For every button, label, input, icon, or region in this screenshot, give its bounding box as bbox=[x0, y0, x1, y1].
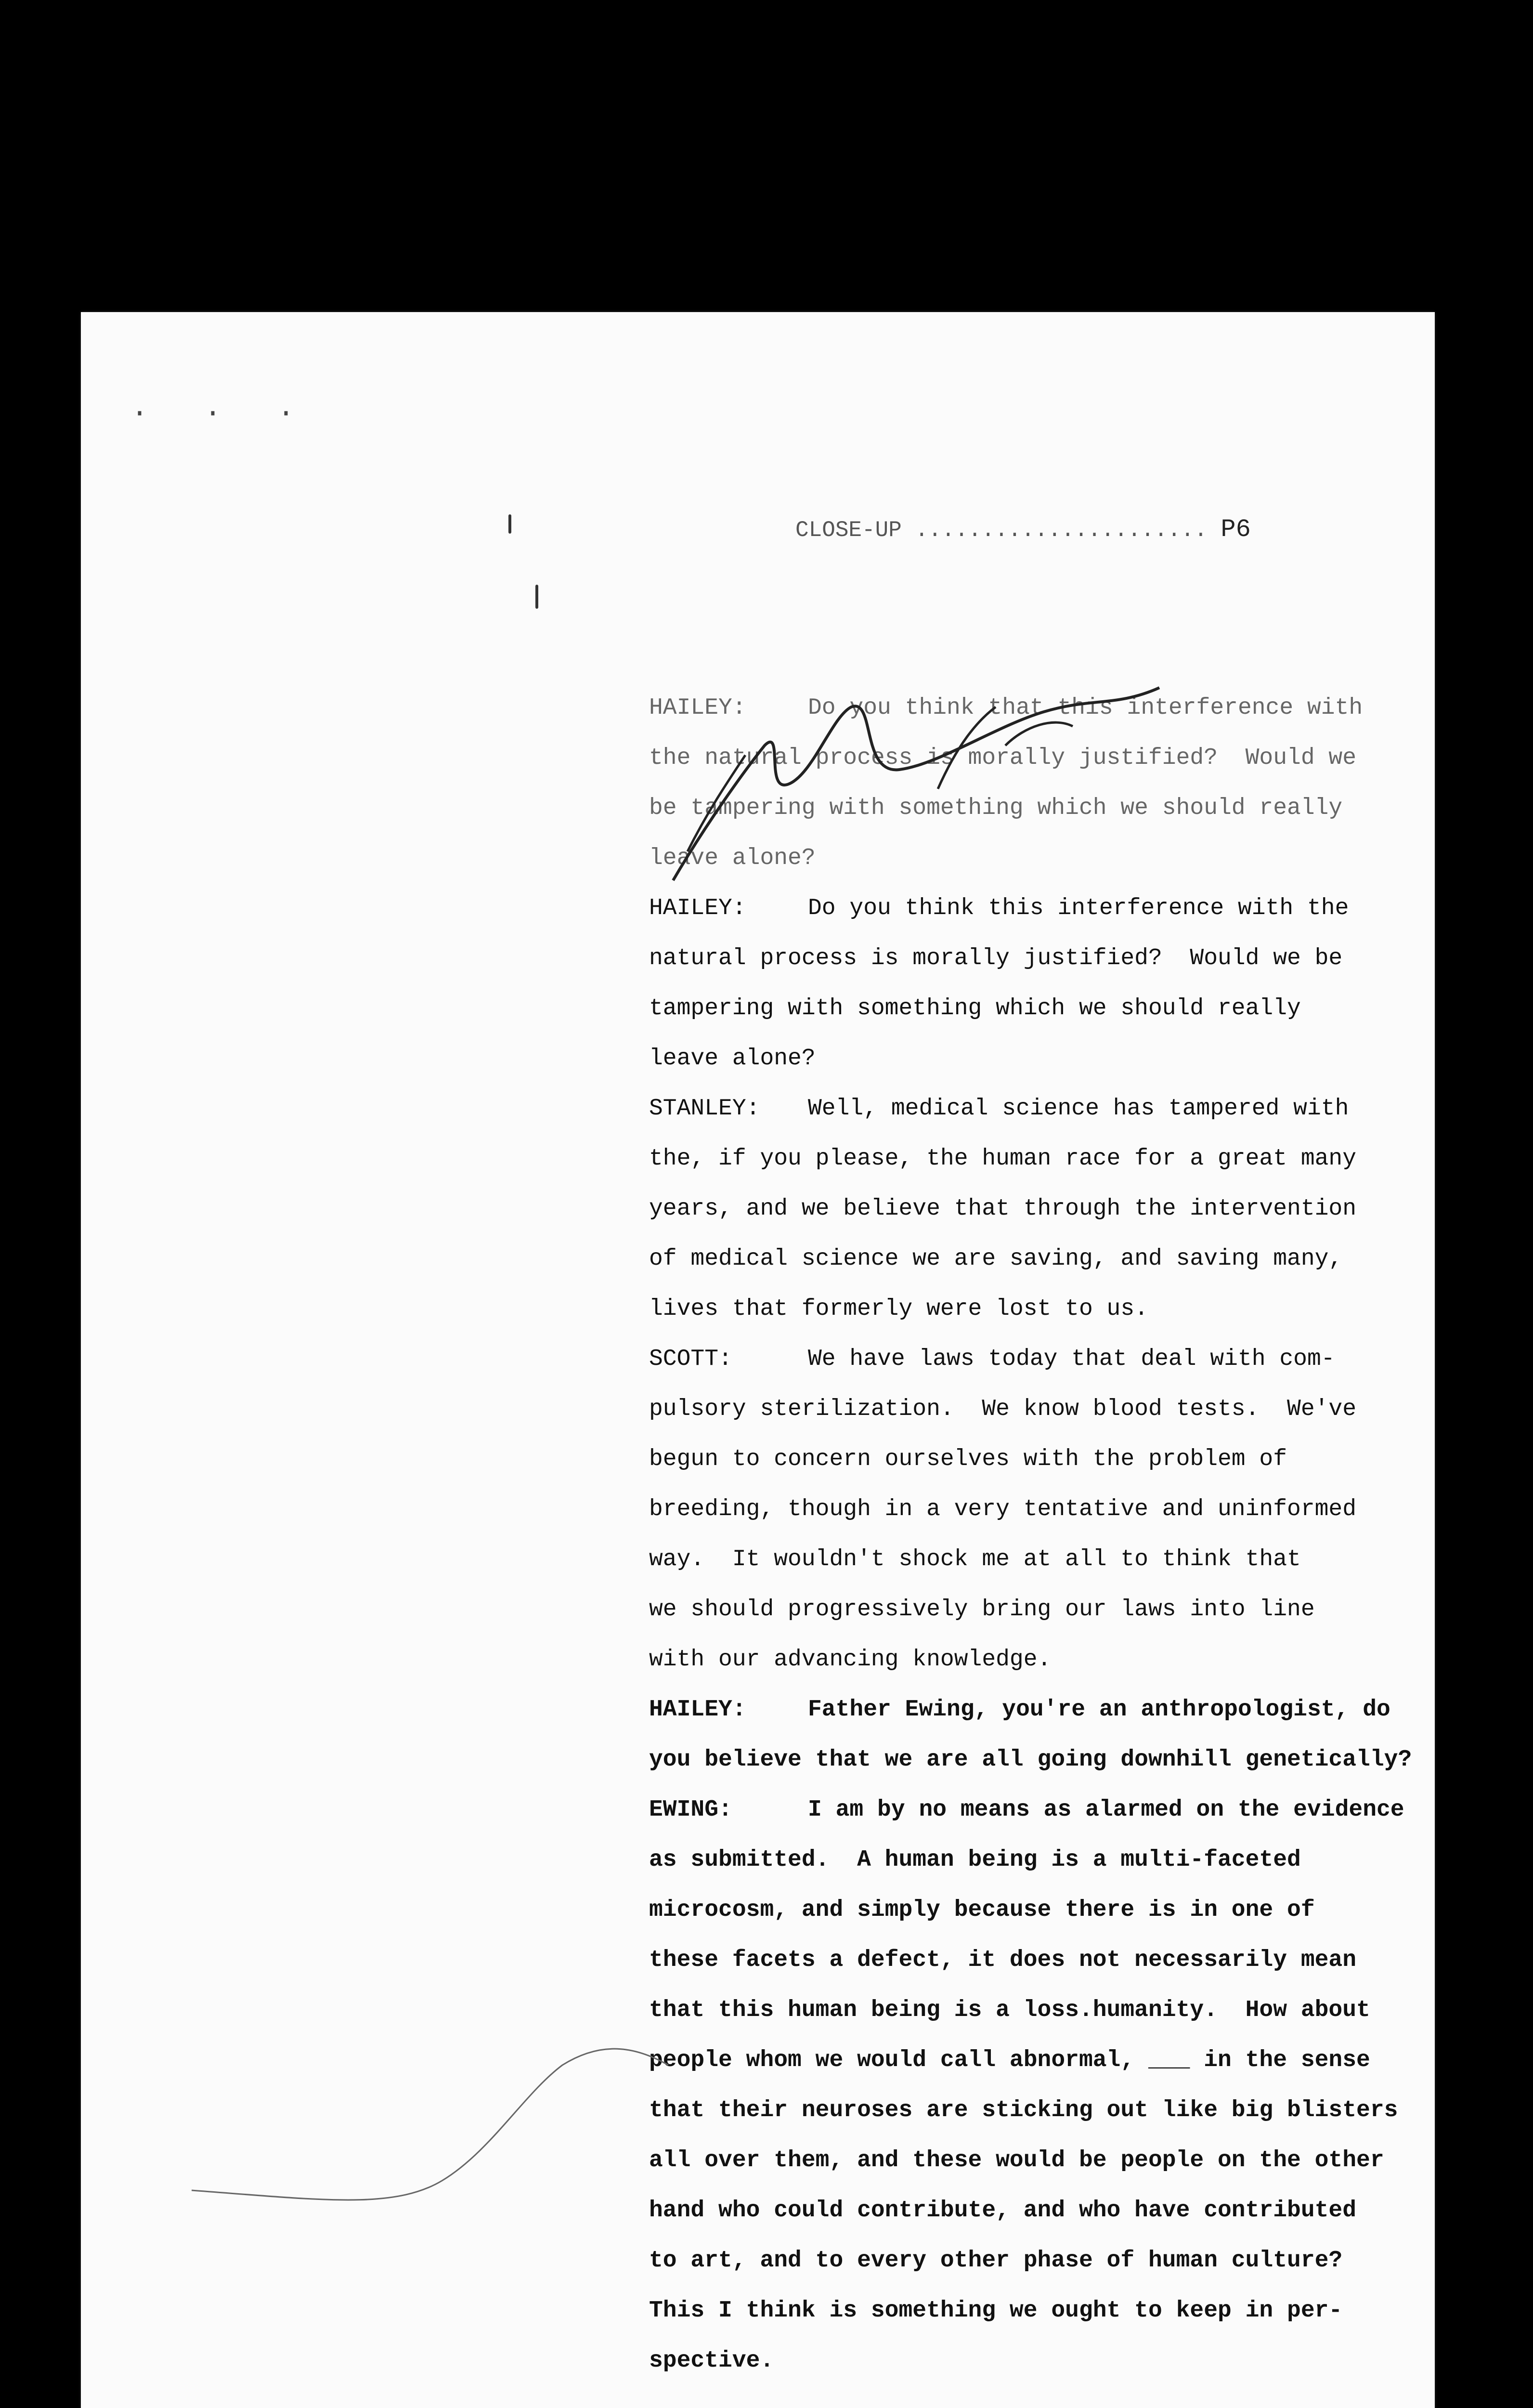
transcript-line bbox=[649, 1985, 1435, 2035]
document-page bbox=[81, 312, 1435, 2408]
line-text: breeding, though in a very tentative and uninformed bbox=[649, 1496, 1357, 1522]
line-text: This I think is something we ought to keep in per- bbox=[649, 2298, 1343, 2324]
line-text: that this human being is a loss.humanity. How about bbox=[649, 1997, 1370, 2023]
transcript-line bbox=[649, 1234, 1435, 1284]
transcript-line bbox=[649, 1785, 1435, 1835]
transcript-line bbox=[649, 1885, 1435, 1935]
transcript-line bbox=[649, 2286, 1435, 2336]
line-text: leave alone? bbox=[649, 1046, 816, 1072]
line-text: be tampering with something which we should really bbox=[649, 795, 1343, 821]
transcript-line bbox=[649, 1384, 1435, 1434]
pencil-line bbox=[192, 2049, 668, 2200]
transcript-line bbox=[649, 1534, 1435, 1584]
speaker-label: EWING: bbox=[649, 1797, 732, 1823]
line-text: Father Ewing, you're an anthropologist, do bbox=[808, 1697, 1390, 1723]
transcript-line bbox=[649, 1835, 1435, 1885]
line-text: with our advancing knowledge. bbox=[649, 1647, 1052, 1673]
transcript-line bbox=[649, 1084, 1435, 1134]
transcript-line bbox=[649, 1184, 1435, 1234]
transcript-line bbox=[649, 883, 1435, 933]
line-text: begun to concern ourselves with the problem of bbox=[649, 1446, 1287, 1472]
transcript-line bbox=[649, 1034, 1435, 1084]
line-text: spective. bbox=[649, 2348, 774, 2374]
transcript-line bbox=[649, 1334, 1435, 1384]
line-text: people whom we would call abnormal, ___ in the sense bbox=[649, 2047, 1370, 2073]
line-text: the, if you please, the human race for a great many bbox=[649, 1146, 1357, 1172]
page-number: P6 bbox=[1221, 515, 1251, 544]
transcript-line bbox=[649, 2336, 1435, 2386]
margin-mark bbox=[535, 585, 538, 609]
line-text: we should progressively bring our laws into line bbox=[649, 1597, 1315, 1623]
transcript-body bbox=[649, 683, 1435, 2386]
transcript-line bbox=[649, 1284, 1435, 1334]
line-text: hand who could contribute, and who have contributed bbox=[649, 2198, 1357, 2224]
speaker-label: SCOTT: bbox=[649, 1346, 732, 1372]
line-text: Do you think this interference with the bbox=[808, 895, 1349, 921]
transcript-line bbox=[649, 2236, 1435, 2286]
line-text: years, and we believe that through the intervention bbox=[649, 1196, 1357, 1222]
line-text: to art, and to every other phase of human culture? bbox=[649, 2248, 1343, 2274]
line-text: way. It wouldn't shock me at all to think that bbox=[649, 1546, 1301, 1572]
line-text: the natural process is morally justified? Would we bbox=[649, 745, 1357, 771]
line-text: lives that formerly were lost to us. bbox=[649, 1296, 1148, 1322]
transcript-line bbox=[649, 983, 1435, 1034]
speaker-label: HAILEY: bbox=[649, 895, 746, 921]
margin-mark bbox=[508, 514, 511, 534]
transcript-line bbox=[649, 1484, 1435, 1534]
transcript-line bbox=[649, 733, 1435, 783]
line-text: Well, medical science has tampered with bbox=[808, 1096, 1349, 1122]
header-title: CLOSE-UP bbox=[795, 518, 902, 543]
transcript-line bbox=[649, 1434, 1435, 1484]
speaker-label: HAILEY: bbox=[649, 1697, 746, 1723]
transcript-line bbox=[649, 1935, 1435, 1985]
line-text: I am by no means as alarmed on the evidence bbox=[808, 1797, 1404, 1823]
speaker-label: HAILEY: bbox=[649, 695, 746, 721]
line-text: Do you think that this interference with bbox=[808, 695, 1363, 721]
line-text: microcosm, and simply because there is in one of bbox=[649, 1897, 1315, 1923]
speaker-label: STANLEY: bbox=[649, 1096, 760, 1122]
line-text: as submitted. A human being is a multi-faceted bbox=[649, 1847, 1301, 1873]
line-text: you believe that we are all going downhill genetically? bbox=[649, 1747, 1412, 1773]
transcript-line bbox=[649, 1584, 1435, 1635]
line-text: We have laws today that deal with com- bbox=[808, 1346, 1335, 1372]
transcript-line bbox=[649, 783, 1435, 833]
transcript-line bbox=[649, 683, 1435, 733]
line-text: of medical science we are saving, and saving many, bbox=[649, 1246, 1343, 1272]
transcript-line bbox=[649, 2186, 1435, 2236]
line-text: leave alone? bbox=[649, 845, 816, 871]
transcript-line bbox=[649, 1685, 1435, 1735]
transcript-line bbox=[649, 2035, 1435, 2085]
page-specks: · · · bbox=[131, 398, 314, 431]
transcript-line bbox=[649, 933, 1435, 983]
line-text: natural process is morally justified? Would we be bbox=[649, 945, 1343, 971]
line-text: that their neuroses are sticking out like big blisters bbox=[649, 2097, 1398, 2123]
transcript-line bbox=[649, 1134, 1435, 1184]
transcript-line bbox=[649, 2135, 1435, 2186]
transcript-line bbox=[649, 2085, 1435, 2135]
transcript-line bbox=[649, 833, 1435, 883]
line-text: these facets a defect, it does not necessarily mean bbox=[649, 1947, 1357, 1973]
line-text: tampering with something which we should really bbox=[649, 995, 1301, 1021]
page-header bbox=[795, 515, 1251, 544]
line-text: all over them, and these would be people on the other bbox=[649, 2147, 1384, 2173]
transcript-line bbox=[649, 1735, 1435, 1785]
line-text: pulsory sterilization. We know blood tests. We've bbox=[649, 1396, 1357, 1422]
transcript-line bbox=[649, 1635, 1435, 1685]
header-dots: ...................... bbox=[901, 518, 1221, 543]
